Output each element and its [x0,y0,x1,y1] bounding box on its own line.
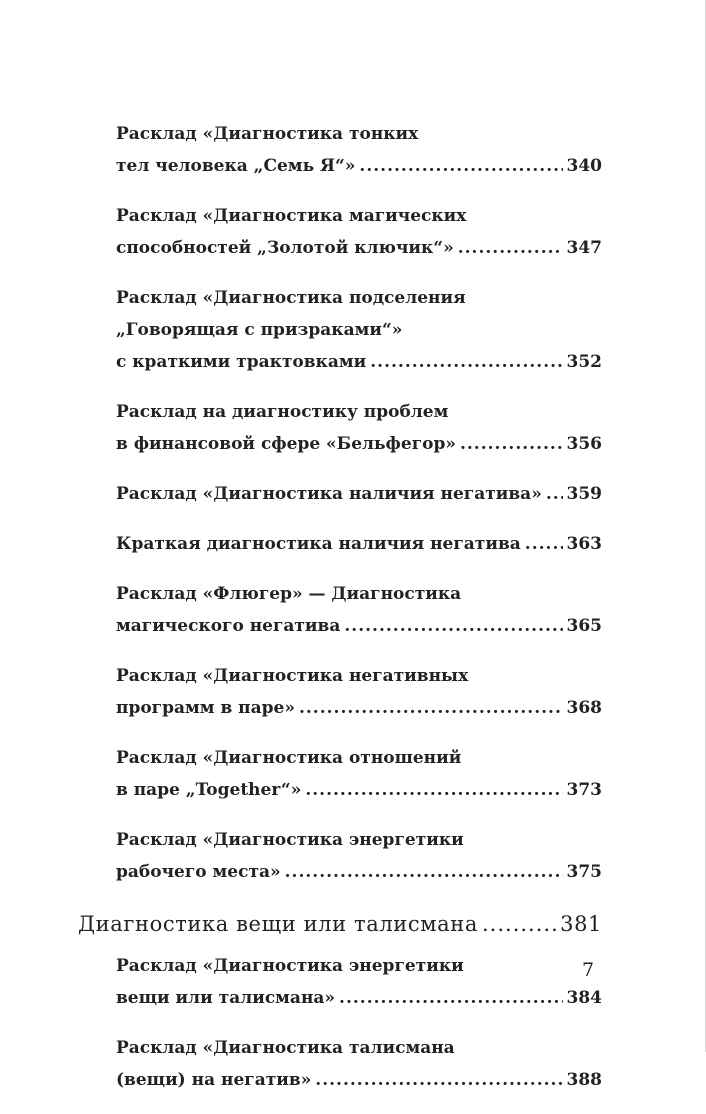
toc-entry-title-line: Расклад «Диагностика подселения [116,288,466,308]
toc-entry-title-line: Расклад «Диагностика энергетики [116,956,464,976]
toc-entry-last-line [116,982,602,1014]
toc-section-heading [78,906,602,942]
toc-entry-title-line: способностей „Золотой ключик“» [116,238,454,258]
toc-entry-title-line: рабочего места» [116,862,281,882]
toc-entry [116,282,602,378]
dot-leader [525,528,563,560]
toc-entry-title-line: Расклад «Диагностика тонких [116,124,419,144]
toc-page-number: 381 [560,912,602,936]
page-number: 7 [581,959,595,981]
toc-entry-title-line: в паре „Together“» [116,780,302,800]
toc-entry-last-line [116,428,602,460]
toc-entry-title-line: магического негатива [116,616,341,636]
toc-page-number: 365 [566,616,602,636]
toc-entry [116,396,602,460]
toc-page-number: 373 [566,780,602,800]
toc-page-number: 363 [566,534,602,554]
dot-leader [370,346,562,378]
toc-entry [116,578,602,642]
toc-page-number: 356 [566,434,602,454]
toc-entry-title-line: (вещи) на негатив» [116,1070,312,1090]
dot-leader [299,692,563,724]
dot-leader [482,906,556,942]
toc-entry-last-line [116,856,602,888]
toc-entry-title-line: Расклад «Диагностика энергетики [116,830,464,850]
dot-leader [285,856,563,888]
toc-page-number: 359 [566,484,602,504]
toc-entry-title-line: Расклад «Диагностика негативных [116,666,469,686]
toc-entry [116,950,602,1014]
dot-leader [458,232,563,264]
toc-entry-last-line [116,528,602,560]
toc-entry-last-line [116,150,602,182]
toc-entry [116,118,602,182]
toc-entry [116,824,602,888]
toc-entry-title-line: „Говорящая с призраками“» [116,320,403,340]
toc-entry-last-line [78,906,602,942]
dot-leader [359,150,562,182]
toc-entry-title-line: с краткими трактовками [116,352,367,372]
toc-page-number: 368 [566,698,602,718]
dot-leader [460,428,563,460]
toc-entry-last-line [116,478,602,510]
toc-entry-title-line: вещи или талисмана» [116,988,336,1008]
toc-page-number: 375 [566,862,602,882]
dot-leader [339,982,562,1014]
toc-entry-title-line: Расклад «Диагностика магических [116,206,467,226]
toc-entry-last-line [116,232,602,264]
toc-entry-title-line: Расклад «Диагностика талисмана [116,1038,455,1058]
dot-leader [344,610,562,642]
toc-entry [116,478,602,510]
toc-entry [116,660,602,724]
toc-entry [116,200,602,264]
toc-entry-title-line: Краткая диагностика наличия негатива [116,534,521,554]
toc-entry [116,528,602,560]
dot-leader [315,1064,562,1096]
toc-page-number: 352 [566,352,602,372]
toc-entry-title-line: Расклад на диагностику проблем [116,402,449,422]
toc-entry-last-line [116,774,602,806]
toc-entry-last-line [116,610,602,642]
toc-entry-title-line: тел человека „Семь Я“» [116,156,356,176]
toc-entry-title-line: Расклад «Флюгер» — Диагностика [116,584,462,604]
toc-entry-last-line [116,1064,602,1096]
toc-entry-title-line: Расклад «Диагностика наличия негатива» [116,484,542,504]
toc-entry-last-line [116,692,602,724]
dot-leader [546,478,563,510]
toc-page-number: 388 [566,1070,602,1090]
dot-leader [305,774,562,806]
toc-entry [116,742,602,806]
toc-entry-title-line: Диагностика вещи или талисмана [78,912,478,936]
toc-entry-title-line: Расклад «Диагностика отношений [116,748,462,768]
toc-page-number: 340 [566,156,602,176]
toc-entry-title-line: программ в паре» [116,698,295,718]
table-of-contents [78,118,602,1114]
toc-entry [116,1032,602,1096]
toc-entry-last-line [116,346,602,378]
toc-page-number: 347 [566,238,602,258]
toc-page-number: 384 [566,988,602,1008]
toc-entry-title-line: в финансовой сфере «Бельфегор» [116,434,456,454]
